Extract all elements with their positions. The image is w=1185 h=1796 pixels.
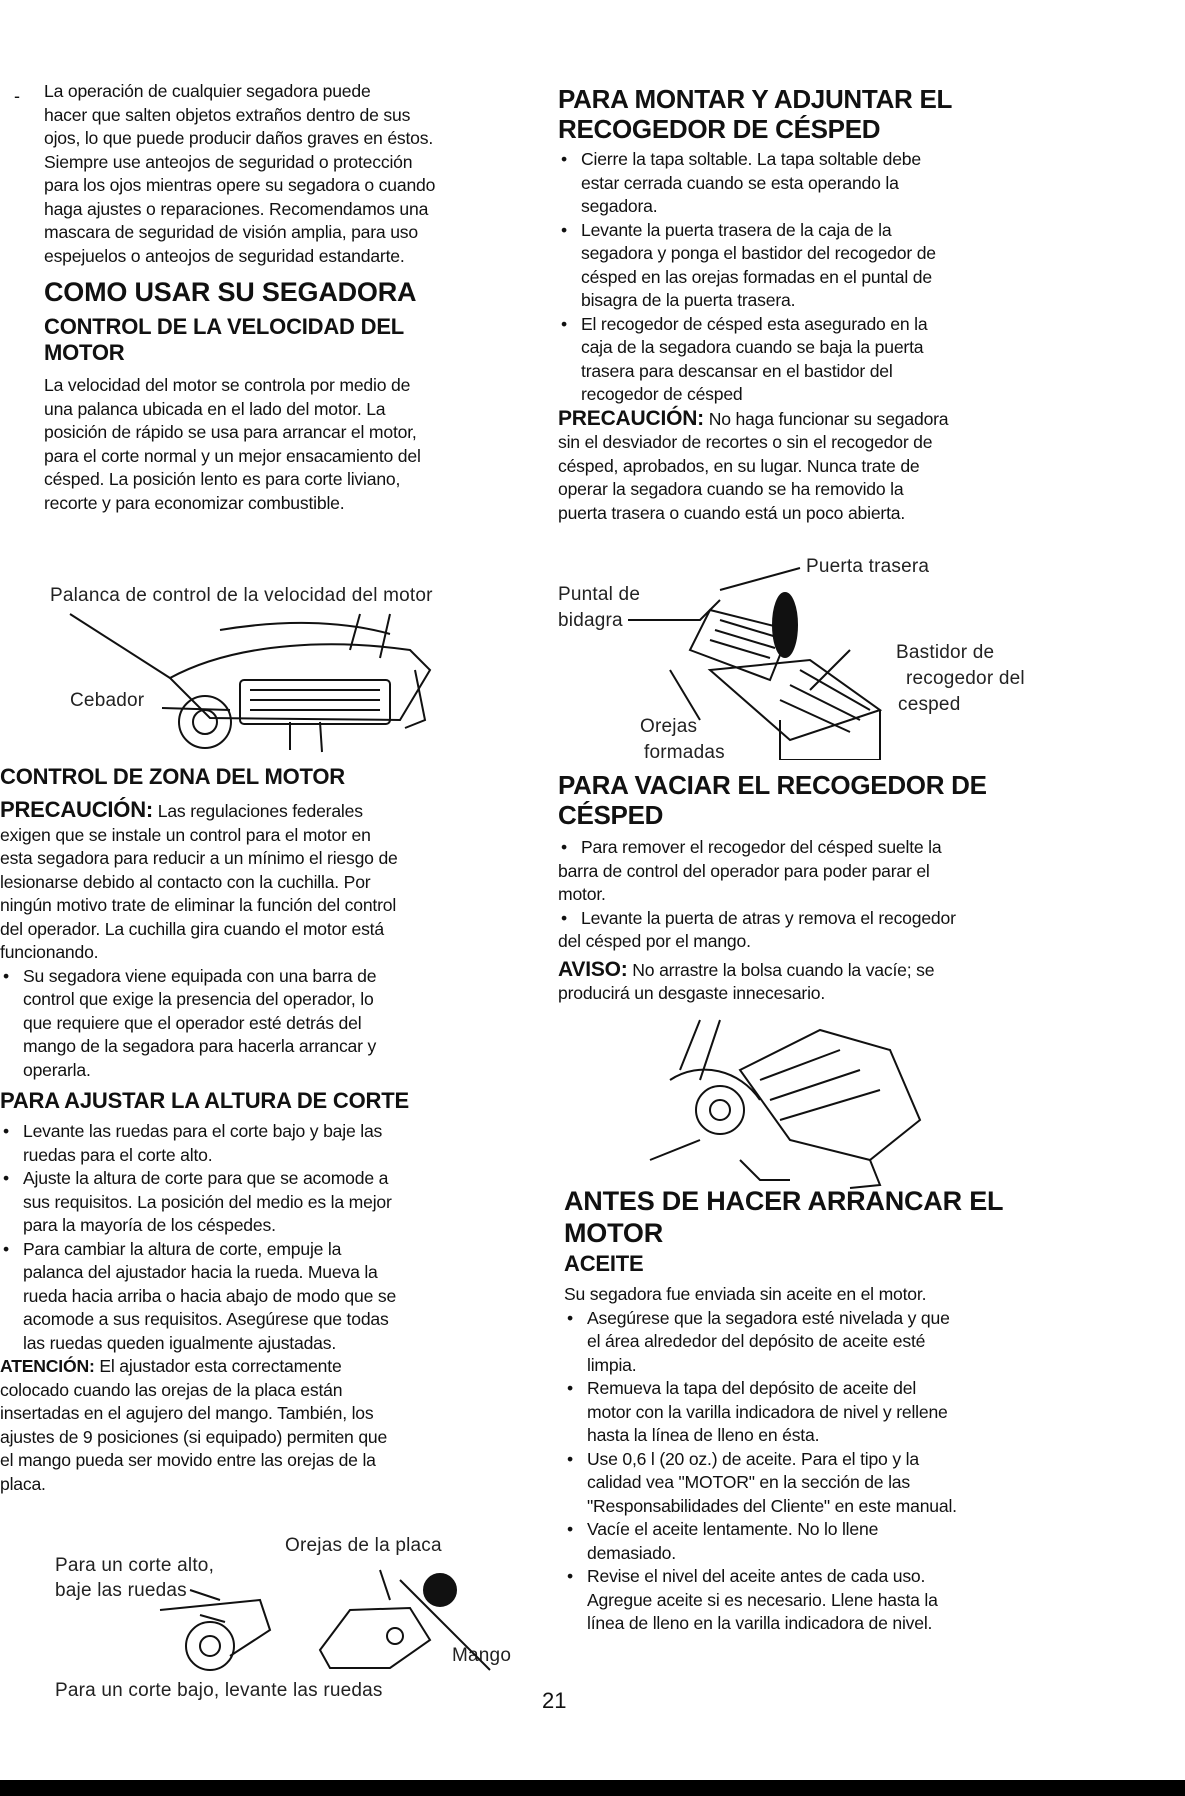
atencion-paragraph (0, 1355, 409, 1496)
intro-paragraph (44, 80, 530, 268)
bullet-zona (0, 965, 409, 1083)
zona-paragraph (0, 798, 409, 965)
text-line: control que exige la presencia del operador, lo (23, 989, 374, 1009)
left-column (44, 80, 530, 515)
text-line: • Use 0,6 l (20 oz.) de aceite. Para el tipo y la (587, 1448, 919, 1469)
text-span: No arrastre la bolsa cuando la vacíe; se (632, 959, 935, 980)
text-line: recorte y para economizar combustible. (44, 492, 345, 513)
figure-label-recogedor-del: recogedor del (906, 668, 1025, 689)
left-column-lower (0, 764, 409, 1496)
heading-ajustar-altura: PARA AJUSTAR LA ALTURA DE CORTE (0, 1088, 409, 1113)
text-line: • Para cambiar la altura de corte, empuje la (23, 1238, 342, 1259)
text-line: funcionando. (0, 942, 99, 962)
bullet-montar-1 (558, 148, 1058, 219)
right-column-middle (558, 770, 1058, 1006)
text-line: • Vacíe el aceite lentamente. No lo llene (587, 1519, 879, 1539)
text-line: operar la segadora cuando se ha removido la (558, 479, 904, 499)
figure-caption-corte-bajo: Para un corte bajo, levante las ruedas (55, 1680, 383, 1701)
text-span: No haga funcionar su segadora (708, 408, 949, 429)
heading-aceite: ACEITE (564, 1251, 644, 1276)
bullet-aceite-2 (564, 1377, 1064, 1448)
bullet-montar-2 (558, 219, 1058, 313)
text-line: "Responsabilidades del Cliente" en este manual. (587, 1495, 957, 1516)
text-line: sin el desviador de recortes o sin el recogedor de (558, 432, 933, 452)
text-line: segadora y ponga el bastidor del recogedor de (581, 243, 936, 263)
label-precaucion: PRECAUCIÓN: (558, 406, 704, 430)
bullet-aceite-3 (564, 1448, 1064, 1519)
text-line: operarla. (23, 1059, 91, 1080)
text-line: césped en las orejas formadas en el puntal de (581, 266, 932, 287)
text-line: para los ojos mientras opere su segadora o cuando (44, 175, 436, 195)
figure-label-orejas: Orejas (640, 716, 698, 737)
scan-bottom-edge (0, 1780, 1185, 1796)
text-span: Las regulaciones federales (157, 801, 363, 821)
heading-control-velocidad (44, 314, 530, 366)
text-line: • Asegúrese que la segadora esté nivelada y que (587, 1307, 950, 1328)
figure-label-mango: Mango (452, 1645, 512, 1666)
text-line: hacer que salten objetos extraños dentro de sus (44, 104, 411, 125)
text-line: • Para remover el recogedor del césped suelte la (581, 837, 942, 857)
label-aviso: AVISO: (558, 957, 628, 981)
grass-catcher-attachment-illustration (620, 560, 900, 760)
text-line: acomode a sus requisitos. Asegúrese que todas (23, 1309, 389, 1329)
label-atencion: ATENCIÓN: (0, 1356, 95, 1376)
text-line: posición de rápido se usa para arrancar el motor, (44, 422, 417, 442)
text-line: • Levante la puerta de atras y remova el recogedor (581, 907, 956, 928)
text-line: barra de control del operador para poder parar el (558, 860, 930, 881)
bullet-ajustar-1 (0, 1120, 409, 1167)
text-line: Siempre use anteojos de seguridad o protección (44, 151, 413, 172)
text-line: ojos, lo que puede producir daños graves en éstos. (44, 128, 434, 148)
heading-line: MOTOR (564, 1218, 663, 1248)
heading-line: CONTROL DE LA VELOCIDAD DEL (44, 314, 405, 339)
text-line: segadora. (581, 196, 658, 216)
heading-control-zona: CONTROL DE ZONA DEL MOTOR (0, 764, 345, 789)
text-line: césped, aprobados, en su lugar. Nunca trate de (558, 455, 920, 476)
emptying-grass-catcher-illustration (640, 1010, 940, 1190)
text-line: demasiado. (587, 1542, 676, 1563)
heading-antes (564, 1185, 1064, 1249)
figure-caption-palanca: Palanca de control de la velocidad del motor (50, 585, 433, 606)
section-title-como-usar: COMO USAR SU SEGADORA (44, 277, 417, 307)
text-line: línea de lleno en la varilla indicadora de nivel. (587, 1613, 933, 1633)
text-line: ningún motivo trate de eliminar la función del control (0, 895, 397, 915)
figure-label-bastidor: Bastidor de (896, 642, 995, 663)
wheel-height-adjuster-illustration (150, 1560, 530, 1680)
aceite-intro: Su segadora fue enviada sin aceite en el motor. (564, 1284, 927, 1304)
heading-line: PARA VACIAR EL RECOGEDOR DE (558, 770, 987, 800)
text-line: recogedor de césped (581, 384, 743, 404)
text-line: lesionarse debido al contacto con la cuchilla. Por (0, 871, 371, 892)
figure-label-puntal: Puntal de (558, 584, 641, 605)
text-line: espejuelos o anteojos de seguridad estandarte. (44, 245, 405, 266)
text-line: mango de la segadora para hacerla arrancar y (23, 1036, 377, 1056)
text-line: • Levante las ruedas para el corte bajo y baje las (23, 1121, 383, 1141)
text-line: • El recogedor de césped esta asegurado en la (581, 313, 928, 334)
bullet-ajustar-3 (0, 1238, 409, 1356)
text-line: placa. (0, 1473, 46, 1494)
text-line: las ruedas queden igualmente ajustadas. (23, 1332, 337, 1353)
text-line: insertadas en el agujero del mango. También, los (0, 1403, 374, 1423)
text-line: bisagra de la puerta trasera. (581, 290, 796, 310)
heading-montar (558, 84, 1058, 144)
text-line: sus requisitos. La posición del medio es la mejor (23, 1191, 392, 1212)
text-line: el área alrededor del depósito de aceite esté (587, 1331, 926, 1351)
text-line: limpia. (587, 1354, 637, 1375)
text-line: • Levante la puerta trasera de la caja de la (581, 219, 892, 240)
text-span: El ajustador esta correctamente (99, 1356, 342, 1376)
text-line: • Ajuste la altura de corte para que se acomode a (23, 1168, 389, 1188)
text-line: césped. La posición lento es para corte liviano, (44, 469, 401, 489)
text-line: una palanca ubicada en el lado del motor. La (44, 398, 386, 419)
text-line: para la mayoría de los céspedes. (23, 1215, 276, 1235)
text-line: • Revise el nivel del aceite antes de cada uso. (587, 1566, 926, 1586)
text-line: colocado cuando las orejas de la placa están (0, 1379, 343, 1400)
text-line: Agregue aceite si es necesario. Llene hasta la (587, 1589, 938, 1610)
text-line: La operación de cualquier segadora puede (44, 81, 371, 101)
intro-dash: - (14, 86, 20, 106)
heading-vaciar (558, 770, 1058, 830)
text-line: • Remueva la tapa del depósito de aceite del (587, 1378, 917, 1398)
text-line: palanca del ajustador hacia la rueda. Mueva la (23, 1262, 378, 1282)
control-velocidad-paragraph (44, 374, 530, 515)
page-number: 21 (542, 1688, 567, 1713)
figure-label-orejas-placa: Orejas de la placa (285, 1535, 442, 1556)
heading-line: ANTES DE HACER ARRANCAR EL (564, 1186, 1004, 1216)
label-precaucion: PRECAUCIÓN: (0, 797, 154, 822)
heading-line: RECOGEDOR DE CÉSPED (558, 114, 881, 144)
engine-speed-lever-illustration (60, 610, 460, 760)
heading-line: PARA MONTAR Y ADJUNTAR EL (558, 84, 953, 114)
bullet-vaciar-1 (558, 836, 1058, 907)
right-column-lower (564, 1185, 1064, 1636)
heading-line: CÉSPED (558, 800, 664, 830)
text-line: motor. (558, 884, 606, 904)
text-line: motor con la varilla indicadora de nivel y rellene (587, 1401, 948, 1422)
aviso-paragraph (558, 958, 1058, 1006)
text-line: puerta trasera o cuando está un poco abierta. (558, 502, 906, 523)
heading-line: MOTOR (44, 340, 125, 365)
text-line: del césped por el mango. (558, 931, 751, 951)
text-line: hasta la línea de lleno en ésta. (587, 1425, 820, 1445)
text-line: que requiere que el operador esté detrás del (23, 1012, 362, 1033)
bullet-montar-3 (558, 313, 1058, 407)
text-line: La velocidad del motor se controla por medio de (44, 375, 411, 395)
text-line: mascara de seguridad de visión amplia, para uso (44, 222, 418, 242)
bullet-ajustar-2 (0, 1167, 409, 1238)
right-column (558, 84, 1058, 525)
text-line: ajustes de 9 posiciones (si equipado) permiten que (0, 1426, 388, 1447)
text-line: exigen que se instale un control para el motor en (0, 824, 371, 845)
bullet-vaciar-2 (558, 907, 1058, 954)
bullet-aceite-1 (564, 1307, 1064, 1378)
text-line: • Su segadora viene equipada con una barra de (23, 965, 377, 986)
bullet-aceite-5 (564, 1565, 1064, 1636)
text-line: haga ajustes o reparaciones. Recomendamos una (44, 198, 429, 219)
text-line: del operador. La cuchilla gira cuando el motor está (0, 918, 384, 939)
text-line: estar cerrada cuando se esta operando la (581, 172, 899, 193)
text-line: el mango pueda ser movido entre las orejas de la (0, 1450, 376, 1470)
bullet-aceite-4 (564, 1518, 1064, 1565)
text-line: para el corte normal y un mejor ensacamiento del (44, 445, 421, 466)
text-line: trasera para descansar en el bastidor del (581, 360, 893, 381)
figure-label-bidagra: bidagra (558, 610, 623, 631)
figure-label-cesped: cesped (898, 694, 961, 715)
precaucion-paragraph (558, 407, 1058, 526)
text-line: rueda hacia arriba o hacia abajo de modo que se (23, 1285, 397, 1306)
text-line: ruedas para el corte alto. (23, 1144, 213, 1165)
text-line: caja de la segadora cuando se baja la puerta (581, 337, 924, 357)
figure-label-corte-alto: Para un corte alto, (55, 1555, 215, 1576)
text-line: • Cierre la tapa soltable. La tapa soltable debe (581, 149, 921, 169)
text-line: esta segadora para reducir a un mínimo el riesgo de (0, 848, 398, 868)
figure-label-puerta-trasera: Puerta trasera (806, 556, 930, 577)
figure-label-baje-ruedas: baje las ruedas (55, 1580, 187, 1601)
figure-label-formadas: formadas (644, 742, 725, 763)
text-line: calidad vea "MOTOR" en la sección de las (587, 1472, 910, 1492)
figure-label-cebador: Cebador (70, 690, 145, 711)
text-line: producirá un desgaste innecesario. (558, 983, 826, 1003)
